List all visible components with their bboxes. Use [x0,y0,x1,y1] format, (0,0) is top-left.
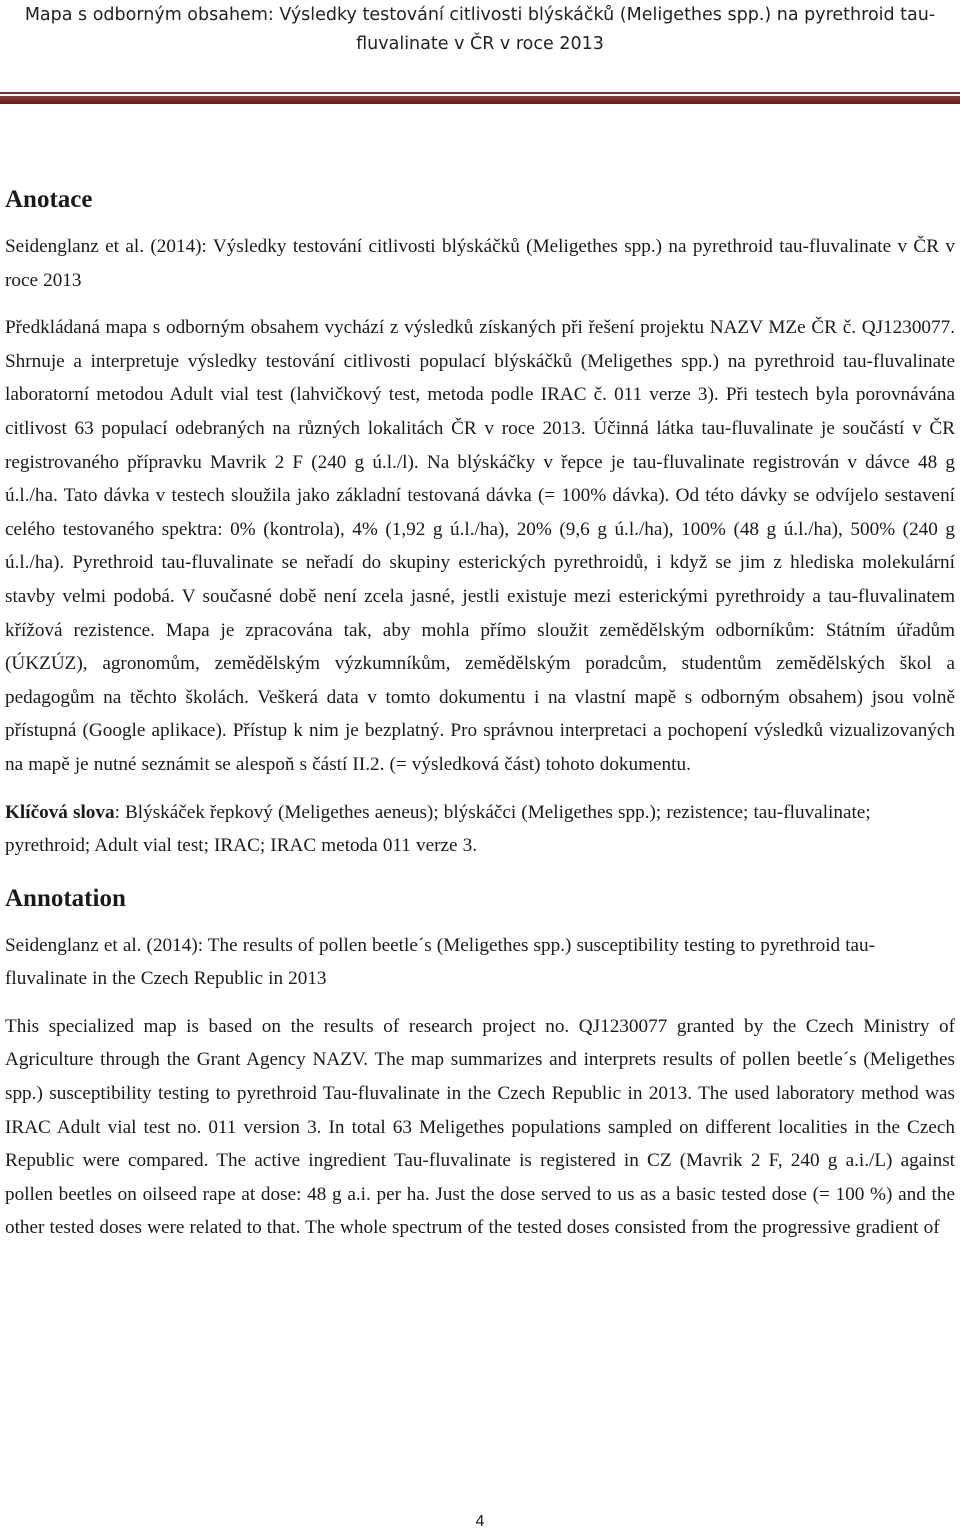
header-divider-thin [0,92,960,94]
page-number: 4 [475,1513,485,1530]
running-header-line-1: Mapa s odborným obsahem: Výsledky testování citlivosti blýskáčků (Meligethes spp.) na pyrethroid tau- [24,5,936,25]
anotace-heading: Anotace [5,186,93,213]
annotation-heading: Annotation [5,884,126,912]
annotation-citation: Seidenglanz et al. (2014): The results of pollen beetle´s (Meligethes spp.) susceptibility testing to pyrethroid tau-fluvalinate in the Czech Republic in 2013 [5,934,876,990]
running-header-line-2: fluvalinate v ČR v roce 2013 [356,34,604,54]
header-divider-thick [0,96,960,104]
anotace-citation: Seidenglanz et al. (2014): Výsledky testování citlivosti blýskáčků (Meligethes spp.) na pyrethroid tau-fluvalinate v ČR v roce 2013 [5,236,955,291]
keywords-label: Klíčová slova [5,801,115,823]
keywords-list: : Blýskáček řepkový (Meligethes aeneus); blýskáčci (Meligethes spp.); rezistence; tau-fluvalinate; pyrethroid; Adult vial test; IRAC; IRAC metoda 011 verze 3. [5,801,871,857]
annotation-body: This specialized map is based on the results of research project no. QJ1230077 granted by the Czech Ministry of Agriculture through the Grant Agency NAZV. The map summarizes and interprets results of pollen beetle´s (Meligethes spp.) susceptibility testing to pyrethroid Tau-fluvalinate in the Czech Republic in 2013. The used laboratory method was IRAC Adult vial test no. 011 version 3. In total 63 Meligethes populations sampled on different localities in the Czech Republic were compared. The active ingredient Tau-fluvalinate is registered in CZ (Mavrik 2 F, 240 g a.i./L) against pollen beetles on oilseed rape at dose: 48 g a.i. per ha. Just the dose served to us as a basic tested dose (= 100 %) and the other tested doses were related to that. The whole spectrum of the tested doses consisted from the progressive gradient of [5,1015,955,1239]
anotace-body: Předkládaná mapa s odborným obsahem vychází z výsledků získaných při řešení projektu NAZV MZe ČR č. QJ1230077. Shrnuje a interpretuje výsledky testování citlivosti populací blýskáčků (Meligethes spp.) na pyrethroid tau-fluvalinate laboratorní metodou Adult vial test (lahvičkový test, metoda podle IRAC č. 011 verze 3). Při testech byla porovnávána citlivost 63 populací odebraných na různých lokalitách ČR v roce 2013. Účinná látka tau-fluvalinate je součástí v ČR registrovaného přípravku Mavrik 2 F (240 g ú.l./l). Na blýskáčky v řepce je tau-fluvalinate registrován v dávce 48 g ú.l./ha. Tato dávka v testech sloužila jako základní testovaná dávka (= 100% dávka). Od této dávky se odvíjelo sestavení celého testovaného spektra: 0% (kontrola), 4% (1,92 g ú.l./ha), 20% (9,6 g ú.l./ha), 100% (48 g ú.l./ha), 500% (240 g ú.l./ha). Pyrethroid tau-fluvalinate se neřadí do skupiny esterických pyrethroidů, i když se jim z hlediska molekulární stavby velmi podobá. V současné době není zcela jasné, jestli existuje mezi esterickými pyrethroidy a tau-fluvalinatem křížová rezistence. Mapa je zpracována tak, aby mohla přímo sloužit zemědělským odborníkům: Státním úřadům (ÚKZÚZ), agronomům, zemědělským výzkumníkům, zemědělským poradcům, studentům zemědělských škol a pedagogům na těchto školách. Veškerá data v tomto dokumentu i na vlastní mapě s odborným obsahem) jsou volně přístupná (Google aplikace). Přístup k nim je bezplatný. Pro správnou interpretaci a pochopení výsledků vizualizovaných na mapě je nutné seznámit se alespoň s částí II.2. (= výsledková část) tohoto dokumentu. [5,317,955,775]
page-content [5,178,955,1245]
keywords-paragraph [5,796,955,863]
running-header [0,0,960,59]
